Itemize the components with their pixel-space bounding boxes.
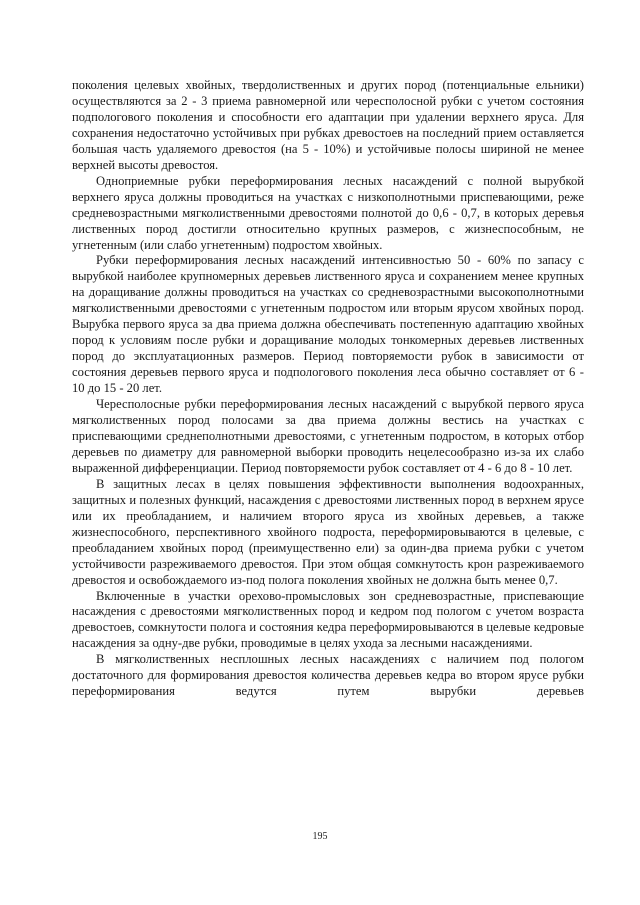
paragraph-softwood-stands: В мягколиственных несплошных лесных насаждениях с наличием под пологом достаточного для формирования древостоя количества деревьев кедра во втором ярусе рубки переформирования ведутся путем вырубки деревьев — [72, 652, 584, 699]
paragraph-intensity-cuttings: Рубки переформирования лесных насаждений интенсивностью 50 - 60% по запасу с вырубкой наиболее крупномерных деревьев лиственного яруса и сохранением менее крупных на доращивание должны проводиться на участках со средневозрастными высокополнотными мягколиственными древостоями с угнетенным подростом или вторым ярусом хвойных пород. Вырубка первого яруса за два приема должна обеспечивать постепенную адаптацию хвойных пород к условиям после рубки и доращивание молодых тонкомерных деревьев лиственных пород до эксплуатационных размеров. Период повторяемости рубок в зависимости от состояния деревьев первого яруса и подпологового поколения леса обычно составляет от 6 - 10 до 15 - 20 лет. — [72, 253, 584, 396]
paragraph-strip-cuttings: Чересполосные рубки переформирования лесных насаждений с вырубкой первого яруса мягколиственных пород полосами за два приема должны вестись на участках с приспевающими среднеполнотными древостоями, с угнетенным подростом, в которых отбор деревьев по диаметру для равномерной выборки проводить нецелесообразно из-за их слабо выраженной дифференциации. Период повторяемости рубок составляет от 4 - 6 до 8 - 10 лет. — [72, 397, 584, 475]
paragraph-protective-forests: В защитных лесах в целях повышения эффективности выполнения водоохранных, защитных и полезных функций, насаждения с древостоями лиственных пород в верхнем ярусе или их преобладанием, и наличием второго яруса из хвойных деревьев, а также жизнеспособного, перспективного хвойного подроста, переформировываются в целевые, с преобладанием хвойных пород (преимущественно ели) за один-два приема рубки с учетом устойчивости разреживаемого древостоя. При этом общая сомкнутость крон разреживаемого древостоя и освобождаемого из-под полога поколения хвойных не должна быть менее 0,7. — [72, 476, 584, 587]
paragraph-one-stage-cuttings: Одноприемные рубки переформирования лесных насаждений с полной вырубкой верхнего яруса должны проводиться на участках с низкополнотными приспевающими, реже средневозрастными мягколиственными древостоями полнотой до 0,6 - 0,7, в которых деревья лиственных пород достигли относительно крупных размеров, с жизнеспособным, не угнетенным (или слабо угнетенным) подростом хвойных. — [72, 173, 584, 252]
document-page — [72, 78, 584, 700]
paragraph-nut-zones: Включенные в участки орехово-промысловых зон средневозрастные, приспевающие насаждения с древостоями мягколиственных пород и кедром под пологом с учетом возраста древостоев, сомкнутости полога и состояния кедра переформировываются в целевые кедровые насаждения за одну-две рубки, проводимые в целях ухода за лесными насаждениями. — [72, 588, 584, 651]
page-number: 195 — [312, 831, 328, 842]
paragraph-continuation: поколения целевых хвойных, твердолиственных и других пород (потенциальные ельники) осуществляются за 2 - 3 приема равномерной или чересполосной рубки с учетом состояния подпологового поколения и способности его адаптации при удалении верхнего яруса. Для сохранения недостаточно устойчивых при рубках древостоев на последний прием оставляется большая часть удаляемого древостоя (на 5 - 10%) и устойчивые полосы шириной не менее верхней высоты древостоя. — [72, 78, 584, 172]
